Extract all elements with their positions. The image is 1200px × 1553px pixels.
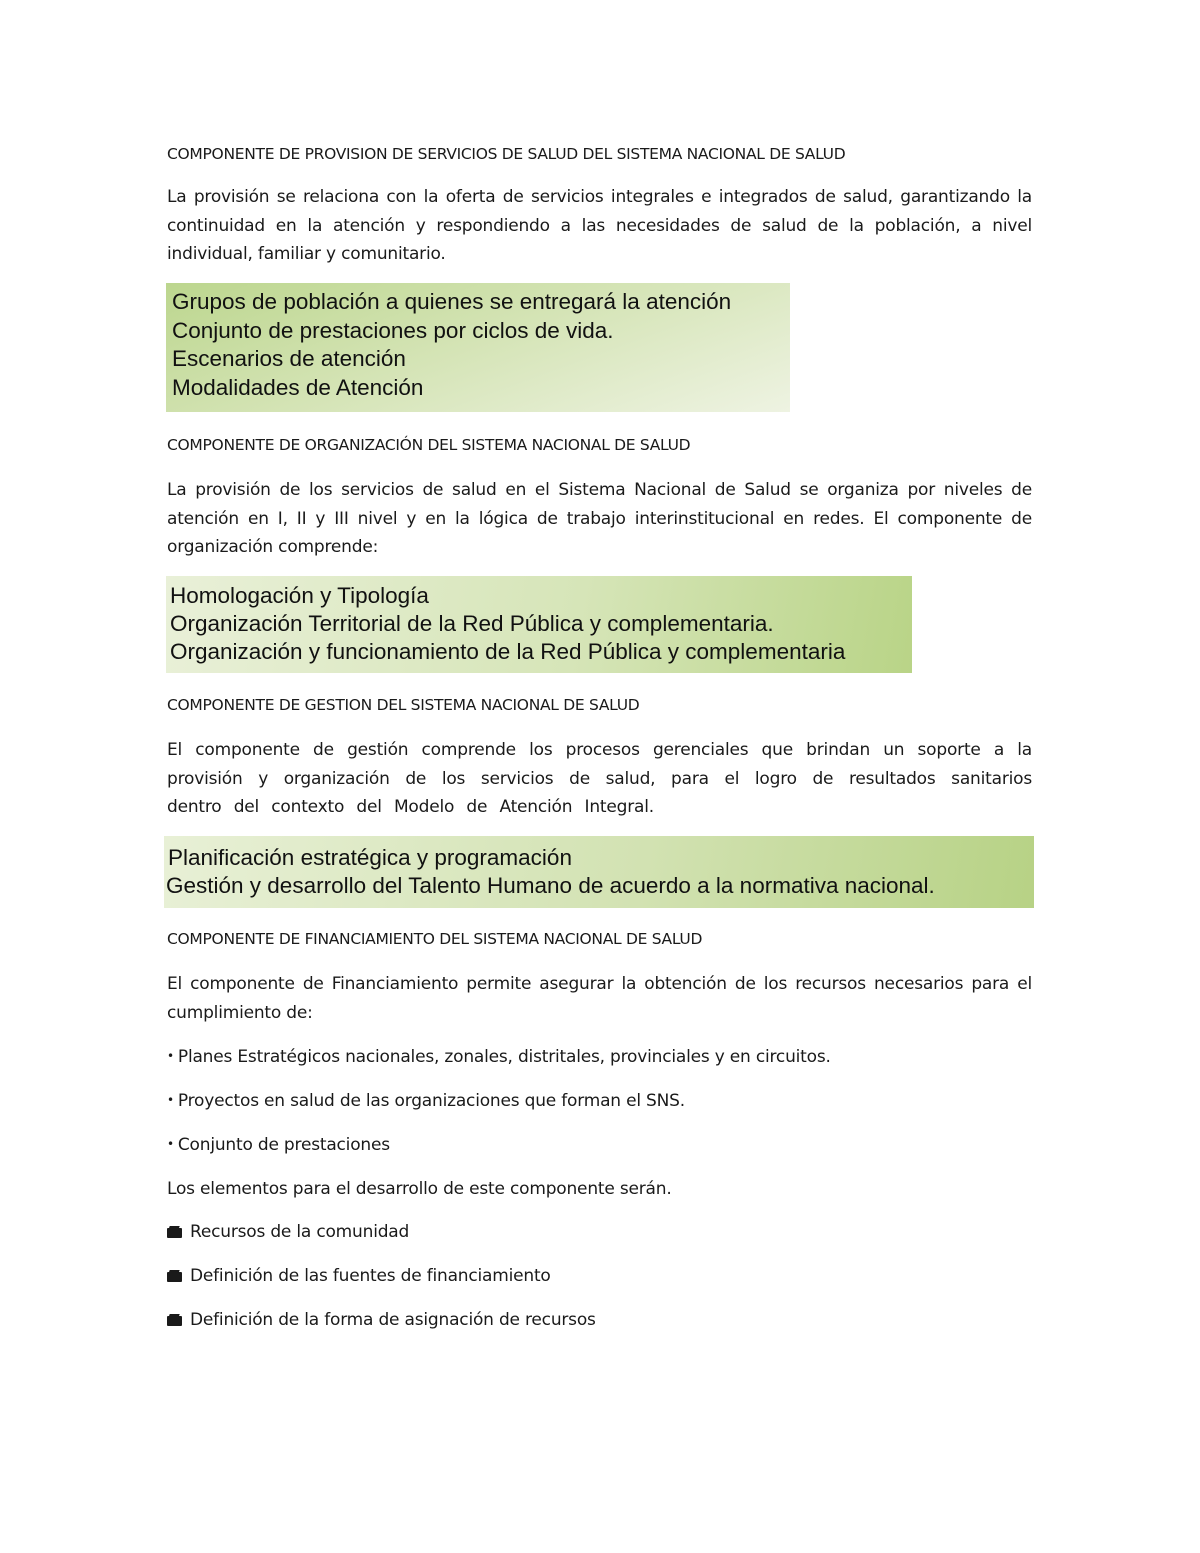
list-item (167, 1264, 551, 1288)
box-item: Organización y funcionamiento de la Red Pública y complementaria (170, 639, 846, 664)
box-item: Planificación estratégica y programación (168, 845, 572, 870)
list-item-text: Definición de las fuentes de financiamiento (190, 1266, 551, 1286)
list-item (167, 1132, 390, 1157)
box-item: Escenarios de atención (172, 346, 406, 371)
bullet-icon: • (167, 1093, 174, 1107)
folder-icon (167, 1226, 182, 1238)
box-item: Organización Territorial de la Red Pública y complementaria. (170, 611, 774, 636)
list-item-text: Conjunto de prestaciones (177, 1135, 390, 1155)
list-item (167, 1220, 409, 1244)
section-paragraph-provision: La provisión se relaciona con la oferta de servicios integrales e integrados de salud, garantizando la continuidad en la atención y respondiendo a las necesidades de salud de la población, a nivel individual, familiar y comunitario. (167, 187, 1032, 264)
box-item: Conjunto de prestaciones por ciclos de vida. (172, 317, 614, 343)
list-item (167, 1308, 596, 1332)
folder-icon (167, 1270, 182, 1282)
list-item-text: Recursos de la comunidad (190, 1222, 410, 1242)
bullet-icon: • (167, 1137, 174, 1151)
section-heading-organizacion: COMPONENTE DE ORGANIZACIÓN DEL SISTEMA NACIONAL DE SALUD (167, 436, 691, 454)
provision-components-box (166, 283, 790, 412)
elements-intro: Los elementos para el desarrollo de este componente serán. (167, 1179, 672, 1199)
list-item-text: Planes Estratégicos nacionales, zonales, distritales, provinciales y en circuitos. (177, 1047, 831, 1067)
box-item: Gestión y desarrollo del Talento Humano de acuerdo a la normativa nacional. (166, 873, 935, 898)
list-item (167, 1088, 685, 1113)
gestion-components-box (164, 836, 1034, 908)
section-paragraph-gestion: El componente de gestión comprende los procesos gerenciales que brindan un soporte a la provisión y organización de los servicios de salud, para el logro de resultados sanitarios dentro del contexto del Modelo de Atención Integral. (167, 740, 1032, 817)
folder-icon (167, 1314, 182, 1326)
section-heading-provision: COMPONENTE DE PROVISION DE SERVICIOS DE SALUD DEL SISTEMA NACIONAL DE SALUD (167, 145, 846, 163)
section-paragraph-organizacion: La provisión de los servicios de salud en el Sistema Nacional de Salud se organiza por niveles de atención en I, II y III nivel y en la lógica de trabajo interinstitucional en redes. El componente de organización comprende: (167, 480, 1032, 557)
list-item-text: Definición de la forma de asignación de recursos (190, 1310, 596, 1330)
box-item: Grupos de población a quienes se entregará la atención (172, 289, 732, 314)
box-item: Homologación y Tipología (170, 583, 429, 608)
bullet-icon: • (167, 1049, 174, 1063)
list-item-text: Proyectos en salud de las organizaciones que forman el SNS. (177, 1091, 685, 1111)
section-heading-financiamiento: COMPONENTE DE FINANCIAMIENTO DEL SISTEMA NACIONAL DE SALUD (167, 930, 703, 948)
organizacion-components-box (166, 576, 912, 673)
section-paragraph-financiamiento: El componente de Financiamiento permite asegurar la obtención de los recursos necesarios para el cumplimiento de: (167, 974, 1032, 1023)
box-item: Modalidades de Atención (172, 374, 424, 400)
list-item (167, 1044, 831, 1069)
section-heading-gestion: COMPONENTE DE GESTION DEL SISTEMA NACIONAL DE SALUD (167, 696, 640, 714)
